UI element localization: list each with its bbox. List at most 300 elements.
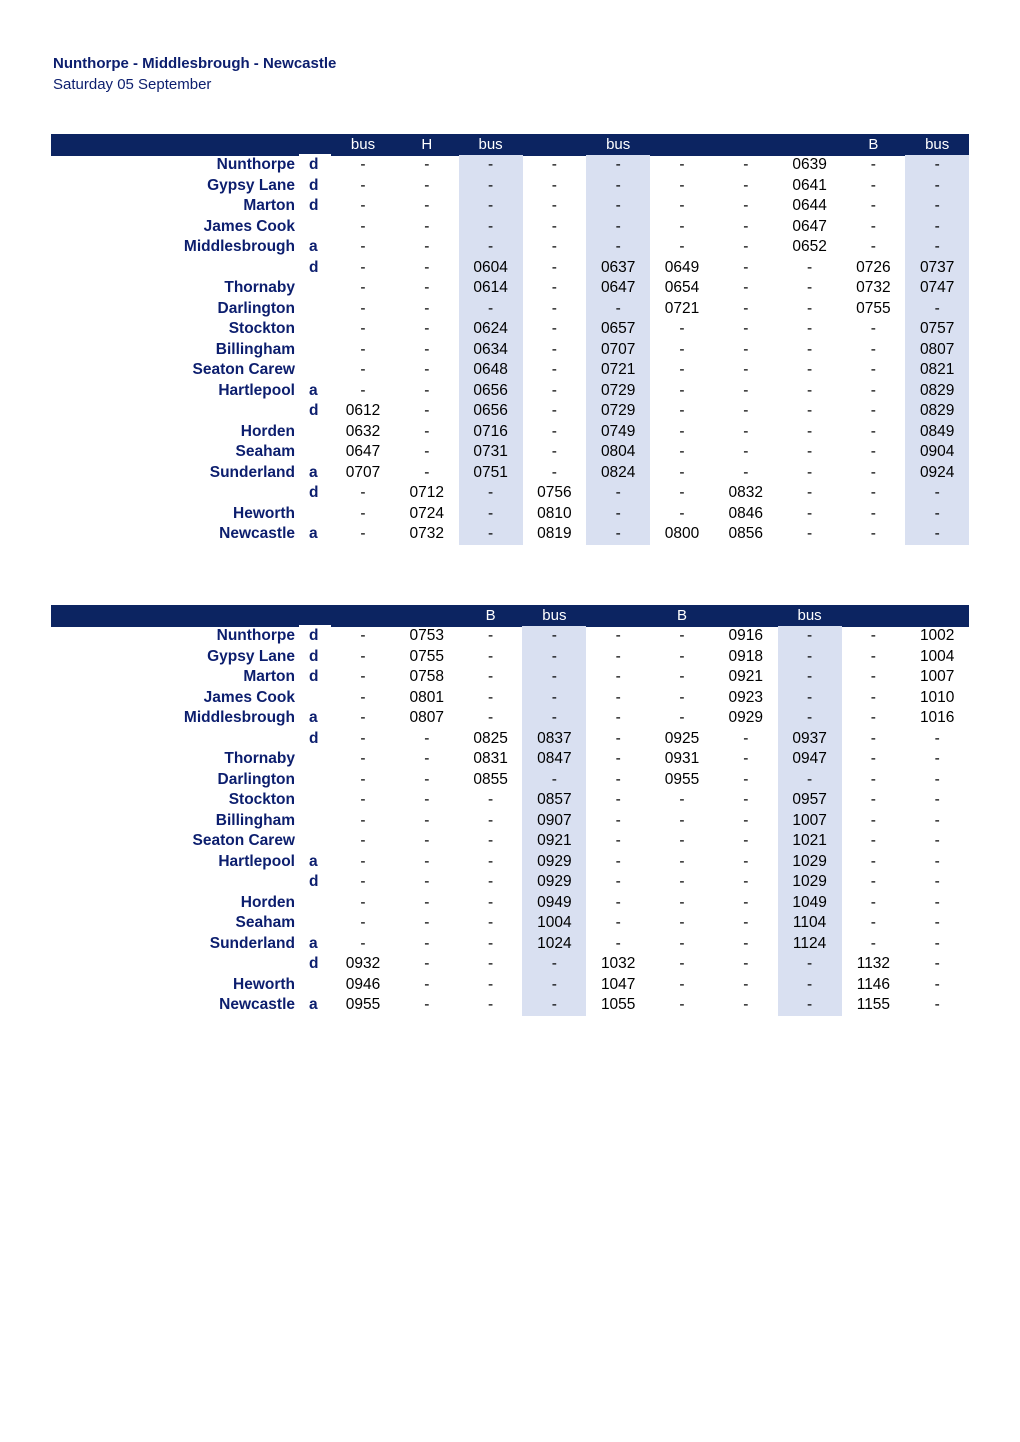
table-row	[51, 155, 969, 176]
time-cell: -	[743, 729, 749, 747]
time-cell: 1032	[600, 955, 636, 972]
time-cell: -	[934, 770, 940, 788]
time-cell: -	[551, 176, 557, 194]
table-row	[51, 340, 969, 361]
time-cell: 0807	[409, 709, 445, 726]
time-cell: -	[679, 402, 685, 419]
time-cell: -	[679, 627, 685, 644]
time-cell: -	[743, 258, 749, 276]
time-cell: -	[424, 340, 430, 358]
time-cell: -	[934, 996, 940, 1013]
time-cell: 0955	[664, 770, 700, 788]
time-cell: 0946	[345, 975, 381, 993]
table-row	[51, 811, 969, 832]
time-cell: -	[424, 975, 430, 993]
time-cell: -	[488, 996, 494, 1013]
time-cell: 1004	[919, 647, 955, 665]
station-name: Newcastle	[219, 996, 295, 1013]
station-name: Billingham	[215, 340, 295, 358]
time-cell: 0831	[473, 750, 508, 767]
time-cell: -	[459, 176, 523, 197]
time-cell: -	[679, 873, 685, 890]
time-cell: -	[743, 402, 749, 419]
time-cell: -	[934, 975, 940, 993]
time-cell: -	[743, 934, 749, 952]
time-cell: -	[807, 504, 813, 522]
time-cell: -	[934, 852, 940, 870]
time-cell: 0829	[905, 381, 969, 402]
table-row	[51, 872, 969, 893]
time-cell: -	[934, 791, 940, 808]
time-cell: -	[778, 770, 842, 791]
time-cell: 1132	[856, 955, 891, 972]
time-cell: -	[551, 217, 557, 235]
time-cell: -	[870, 525, 876, 542]
table-row	[51, 852, 969, 873]
time-cell: 0921	[522, 831, 586, 852]
time-cell: 1024	[522, 934, 586, 955]
time-cell: -	[743, 996, 749, 1013]
arrive-depart-marker: d	[309, 258, 319, 276]
time-cell: -	[360, 934, 366, 952]
time-cell: -	[551, 320, 557, 337]
table-row	[51, 790, 969, 811]
time-cell: -	[551, 463, 557, 481]
time-cell: 1049	[778, 893, 842, 914]
time-cell: -	[551, 156, 557, 173]
table-row	[51, 749, 969, 770]
table-row	[51, 217, 969, 238]
time-cell: -	[424, 176, 430, 194]
time-cell: -	[679, 709, 685, 726]
table-row	[51, 176, 969, 197]
time-cell: -	[360, 709, 366, 726]
time-cell: -	[807, 402, 813, 419]
time-cell: 0932	[345, 955, 381, 972]
arrive-depart-marker: d	[309, 402, 319, 419]
time-cell: 0925	[664, 729, 700, 747]
table-row	[51, 729, 969, 750]
column-header: B	[676, 607, 687, 624]
page-title: Nunthorpe - Middlesbrough - Newcastle	[53, 55, 337, 72]
time-cell: -	[807, 340, 813, 358]
time-cell: -	[424, 914, 430, 931]
time-cell: 0904	[905, 442, 969, 463]
time-cell: -	[743, 176, 749, 194]
time-cell: 0755	[856, 299, 891, 317]
time-cell: -	[679, 340, 685, 358]
station-name: Seaham	[235, 914, 295, 931]
time-cell: 0707	[345, 463, 381, 481]
time-cell: -	[743, 320, 749, 337]
time-cell: -	[488, 873, 494, 890]
time-cell: -	[360, 525, 366, 542]
time-cell: -	[807, 258, 813, 276]
time-cell: -	[424, 934, 430, 952]
time-cell: -	[424, 258, 430, 276]
time-cell: -	[522, 708, 586, 729]
time-cell: 0647	[586, 278, 650, 299]
arrive-depart-marker: d	[309, 627, 319, 644]
time-cell: -	[679, 176, 685, 194]
time-cell: -	[807, 484, 813, 501]
station-name: Heworth	[233, 504, 295, 522]
time-cell: 1155	[856, 996, 891, 1013]
time-cell: -	[424, 750, 430, 767]
time-cell: 0731	[459, 442, 523, 463]
time-cell: -	[424, 402, 430, 419]
time-cell: -	[586, 483, 650, 504]
time-cell: -	[870, 320, 876, 337]
time-cell: -	[870, 504, 876, 522]
time-cell: -	[424, 791, 430, 808]
table-row	[51, 934, 969, 955]
arrive-depart-marker: a	[309, 996, 318, 1013]
time-cell: -	[488, 647, 494, 665]
time-cell: 0755	[409, 647, 445, 665]
time-cell: 0749	[586, 422, 650, 443]
station-name: Middlesbrough	[183, 709, 295, 726]
table-row	[51, 196, 969, 217]
time-cell: 1029	[778, 872, 842, 893]
time-cell: 0923	[728, 688, 764, 706]
column-header: bus	[350, 136, 376, 153]
time-cell: -	[424, 422, 430, 440]
time-cell: 0924	[905, 463, 969, 484]
time-cell: -	[586, 155, 650, 176]
time-cell: -	[778, 975, 842, 996]
time-cell: -	[870, 873, 876, 890]
time-cell: 0647	[792, 217, 827, 235]
time-cell: -	[459, 155, 523, 176]
time-cell: -	[360, 258, 366, 276]
time-cell: 0604	[459, 258, 523, 279]
time-cell: -	[551, 422, 557, 440]
time-cell: -	[615, 668, 621, 685]
arrive-depart-marker: a	[309, 852, 318, 870]
time-cell: -	[934, 914, 940, 931]
station-name: Marton	[243, 197, 295, 214]
time-cell: 1007	[778, 811, 842, 832]
time-cell: -	[360, 320, 366, 337]
time-cell: -	[934, 893, 940, 911]
time-cell: -	[870, 729, 876, 747]
time-cell: -	[870, 914, 876, 931]
time-cell: -	[615, 627, 621, 644]
time-cell: -	[360, 340, 366, 358]
time-cell: -	[870, 176, 876, 194]
time-cell: -	[778, 667, 842, 688]
table-row	[51, 483, 969, 504]
time-cell: -	[679, 320, 685, 337]
time-cell: -	[778, 995, 842, 1016]
time-cell: 0612	[345, 402, 381, 419]
time-cell: 0649	[664, 258, 700, 276]
time-cell: -	[551, 279, 557, 296]
time-cell: -	[615, 852, 621, 870]
time-cell: -	[679, 197, 685, 214]
time-cell: -	[615, 914, 621, 931]
station-name: Sunderland	[209, 934, 295, 952]
time-cell: 1004	[522, 913, 586, 934]
time-cell: -	[679, 934, 685, 952]
arrive-depart-marker: d	[309, 668, 319, 685]
time-cell: 0732	[409, 525, 445, 542]
time-cell: -	[870, 811, 876, 829]
column-header: B	[868, 136, 879, 153]
time-cell: 0824	[586, 463, 650, 484]
time-cell: 1016	[919, 709, 955, 726]
arrive-depart-marker: d	[309, 197, 319, 214]
time-cell: -	[360, 852, 366, 870]
time-cell: -	[551, 299, 557, 317]
time-cell: -	[870, 443, 876, 460]
time-cell: 0837	[522, 729, 586, 750]
station-name: James Cook	[203, 688, 295, 706]
time-cell: 1002	[919, 627, 955, 644]
time-cell: 1104	[778, 913, 842, 934]
time-cell: -	[743, 197, 749, 214]
station-name: Middlesbrough	[183, 238, 295, 255]
time-cell: -	[934, 729, 940, 747]
time-cell: 0849	[905, 422, 969, 443]
time-cell: 0724	[409, 504, 445, 522]
time-cell: 0647	[345, 443, 381, 460]
time-cell: 0846	[728, 504, 764, 522]
time-cell: -	[870, 340, 876, 358]
time-cell: -	[615, 647, 621, 665]
time-cell: -	[743, 443, 749, 460]
time-cell: -	[905, 196, 969, 217]
time-cell: -	[743, 914, 749, 931]
time-cell: -	[679, 975, 685, 993]
time-cell: -	[360, 811, 366, 829]
time-cell: -	[615, 791, 621, 808]
time-cell: -	[743, 832, 749, 849]
time-cell: -	[679, 156, 685, 173]
time-cell: -	[488, 709, 494, 726]
column-header: bus	[478, 136, 503, 153]
time-cell: -	[870, 402, 876, 419]
station-name: Seaham	[235, 443, 295, 460]
time-cell: -	[679, 914, 685, 931]
time-cell: -	[586, 504, 650, 525]
time-cell: -	[679, 422, 685, 440]
time-cell: -	[679, 688, 685, 706]
table-row	[51, 954, 969, 975]
time-cell: -	[424, 381, 430, 399]
time-cell: -	[870, 934, 876, 952]
time-cell: -	[679, 217, 685, 235]
time-cell: -	[870, 709, 876, 726]
time-cell: 0856	[728, 525, 764, 542]
station-name: Gypsy Lane	[207, 647, 295, 665]
column-header: bus	[797, 607, 822, 624]
table-row	[51, 463, 969, 484]
time-cell: -	[679, 381, 685, 399]
time-cell: -	[934, 955, 940, 972]
time-cell: 0931	[664, 750, 700, 767]
time-cell: -	[424, 955, 430, 972]
time-cell: -	[551, 381, 557, 399]
station-name: Horden	[240, 422, 295, 440]
station-name: Nunthorpe	[216, 627, 295, 644]
time-cell: 0632	[345, 422, 381, 440]
time-cell: -	[778, 708, 842, 729]
time-cell: -	[905, 237, 969, 258]
time-cell: -	[424, 217, 430, 235]
time-cell: 0807	[905, 340, 969, 361]
time-cell: 0947	[778, 749, 842, 770]
time-cell: 0614	[459, 278, 523, 299]
time-cell: -	[586, 217, 650, 238]
time-cell: -	[586, 196, 650, 217]
time-cell: 0810	[537, 504, 572, 522]
time-cell: -	[424, 443, 430, 460]
time-cell: 0721	[586, 360, 650, 381]
time-cell: 0916	[728, 627, 764, 644]
time-cell: -	[870, 791, 876, 808]
arrive-depart-marker: a	[309, 709, 318, 726]
time-cell: -	[360, 627, 366, 644]
time-cell: -	[807, 299, 813, 317]
time-cell: -	[459, 237, 523, 258]
time-cell: -	[743, 873, 749, 890]
time-cell: -	[679, 484, 685, 501]
time-cell: -	[743, 852, 749, 870]
time-cell: -	[360, 791, 366, 808]
time-cell: -	[615, 832, 621, 849]
time-cell: -	[743, 750, 749, 767]
time-cell: -	[870, 852, 876, 870]
time-cell: -	[870, 422, 876, 440]
time-cell: -	[870, 381, 876, 399]
table-row	[51, 893, 969, 914]
time-cell: -	[807, 463, 813, 481]
time-cell: -	[459, 483, 523, 504]
time-cell: 0918	[728, 647, 764, 665]
time-cell: -	[679, 443, 685, 460]
arrive-depart-marker: d	[309, 729, 319, 747]
time-cell: -	[360, 197, 366, 214]
time-cell: -	[522, 688, 586, 709]
time-cell: -	[743, 279, 749, 296]
time-cell: 0753	[409, 627, 445, 644]
time-cell: -	[488, 914, 494, 931]
column-header: H	[421, 136, 433, 153]
time-cell: -	[934, 811, 940, 829]
time-cell: -	[615, 893, 621, 911]
page-subtitle: Saturday 05 September	[53, 76, 212, 93]
time-cell: -	[870, 361, 876, 378]
time-cell: -	[424, 996, 430, 1013]
time-cell: -	[679, 504, 685, 522]
time-cell: -	[424, 729, 430, 747]
station-name: Stockton	[228, 791, 295, 808]
time-cell: 0737	[905, 258, 969, 279]
time-cell: 0751	[459, 463, 523, 484]
table-row	[51, 708, 969, 729]
column-header: bus	[606, 136, 631, 153]
arrive-depart-marker: a	[309, 934, 318, 952]
time-cell: 0955	[345, 996, 381, 1013]
time-cell: 1146	[856, 975, 891, 993]
time-cell: -	[360, 381, 366, 399]
station-name: Sunderland	[209, 463, 295, 481]
time-cell: -	[522, 975, 586, 996]
time-cell: -	[488, 811, 494, 829]
time-cell: -	[551, 197, 557, 214]
time-cell: -	[679, 361, 685, 378]
time-cell: -	[870, 893, 876, 911]
table-row	[51, 913, 969, 934]
time-cell: -	[615, 750, 621, 767]
time-cell: 0819	[537, 525, 572, 542]
time-cell: -	[679, 463, 685, 481]
time-cell: -	[522, 954, 586, 975]
time-cell: 0712	[409, 484, 445, 501]
table-row	[51, 688, 969, 709]
time-cell: -	[424, 463, 430, 481]
time-cell: 0857	[522, 790, 586, 811]
time-cell: -	[488, 791, 494, 808]
time-cell: -	[778, 626, 842, 647]
time-cell: 0729	[586, 381, 650, 402]
column-header: bus	[925, 136, 950, 153]
time-cell: 0821	[905, 360, 969, 381]
time-cell: -	[743, 893, 749, 911]
time-cell: -	[360, 750, 366, 767]
time-cell: -	[870, 750, 876, 767]
arrive-depart-marker: d	[309, 484, 319, 501]
table-row	[51, 647, 969, 668]
time-cell: -	[615, 688, 621, 706]
table-row	[51, 975, 969, 996]
arrive-depart-marker: d	[309, 647, 319, 665]
time-cell: 0648	[459, 360, 523, 381]
time-cell: -	[679, 893, 685, 911]
time-cell: -	[615, 770, 621, 788]
table-row	[51, 504, 969, 525]
table-row	[51, 381, 969, 402]
time-cell: -	[360, 156, 366, 173]
station-name: Seaton Carew	[192, 361, 295, 378]
time-cell: -	[488, 955, 494, 972]
time-cell: -	[488, 852, 494, 870]
table-row	[51, 401, 969, 422]
time-cell: 1010	[919, 688, 955, 706]
time-cell: 0707	[586, 340, 650, 361]
time-cell: 0800	[664, 525, 700, 542]
time-cell: -	[424, 852, 430, 870]
time-cell: 1055	[600, 996, 636, 1013]
station-name: Thornaby	[224, 279, 295, 296]
time-cell: 1007	[919, 668, 955, 685]
time-cell: -	[424, 893, 430, 911]
time-cell: -	[743, 770, 749, 788]
arrive-depart-marker: d	[309, 156, 319, 173]
time-cell: -	[360, 504, 366, 522]
time-cell: -	[424, 361, 430, 378]
time-cell: -	[778, 954, 842, 975]
time-cell: -	[743, 811, 749, 829]
time-cell: 0929	[728, 709, 764, 726]
time-cell: -	[679, 832, 685, 849]
time-cell: 1124	[778, 934, 842, 955]
time-cell: -	[870, 770, 876, 788]
time-cell: 0641	[792, 176, 827, 194]
time-cell: -	[586, 237, 650, 258]
